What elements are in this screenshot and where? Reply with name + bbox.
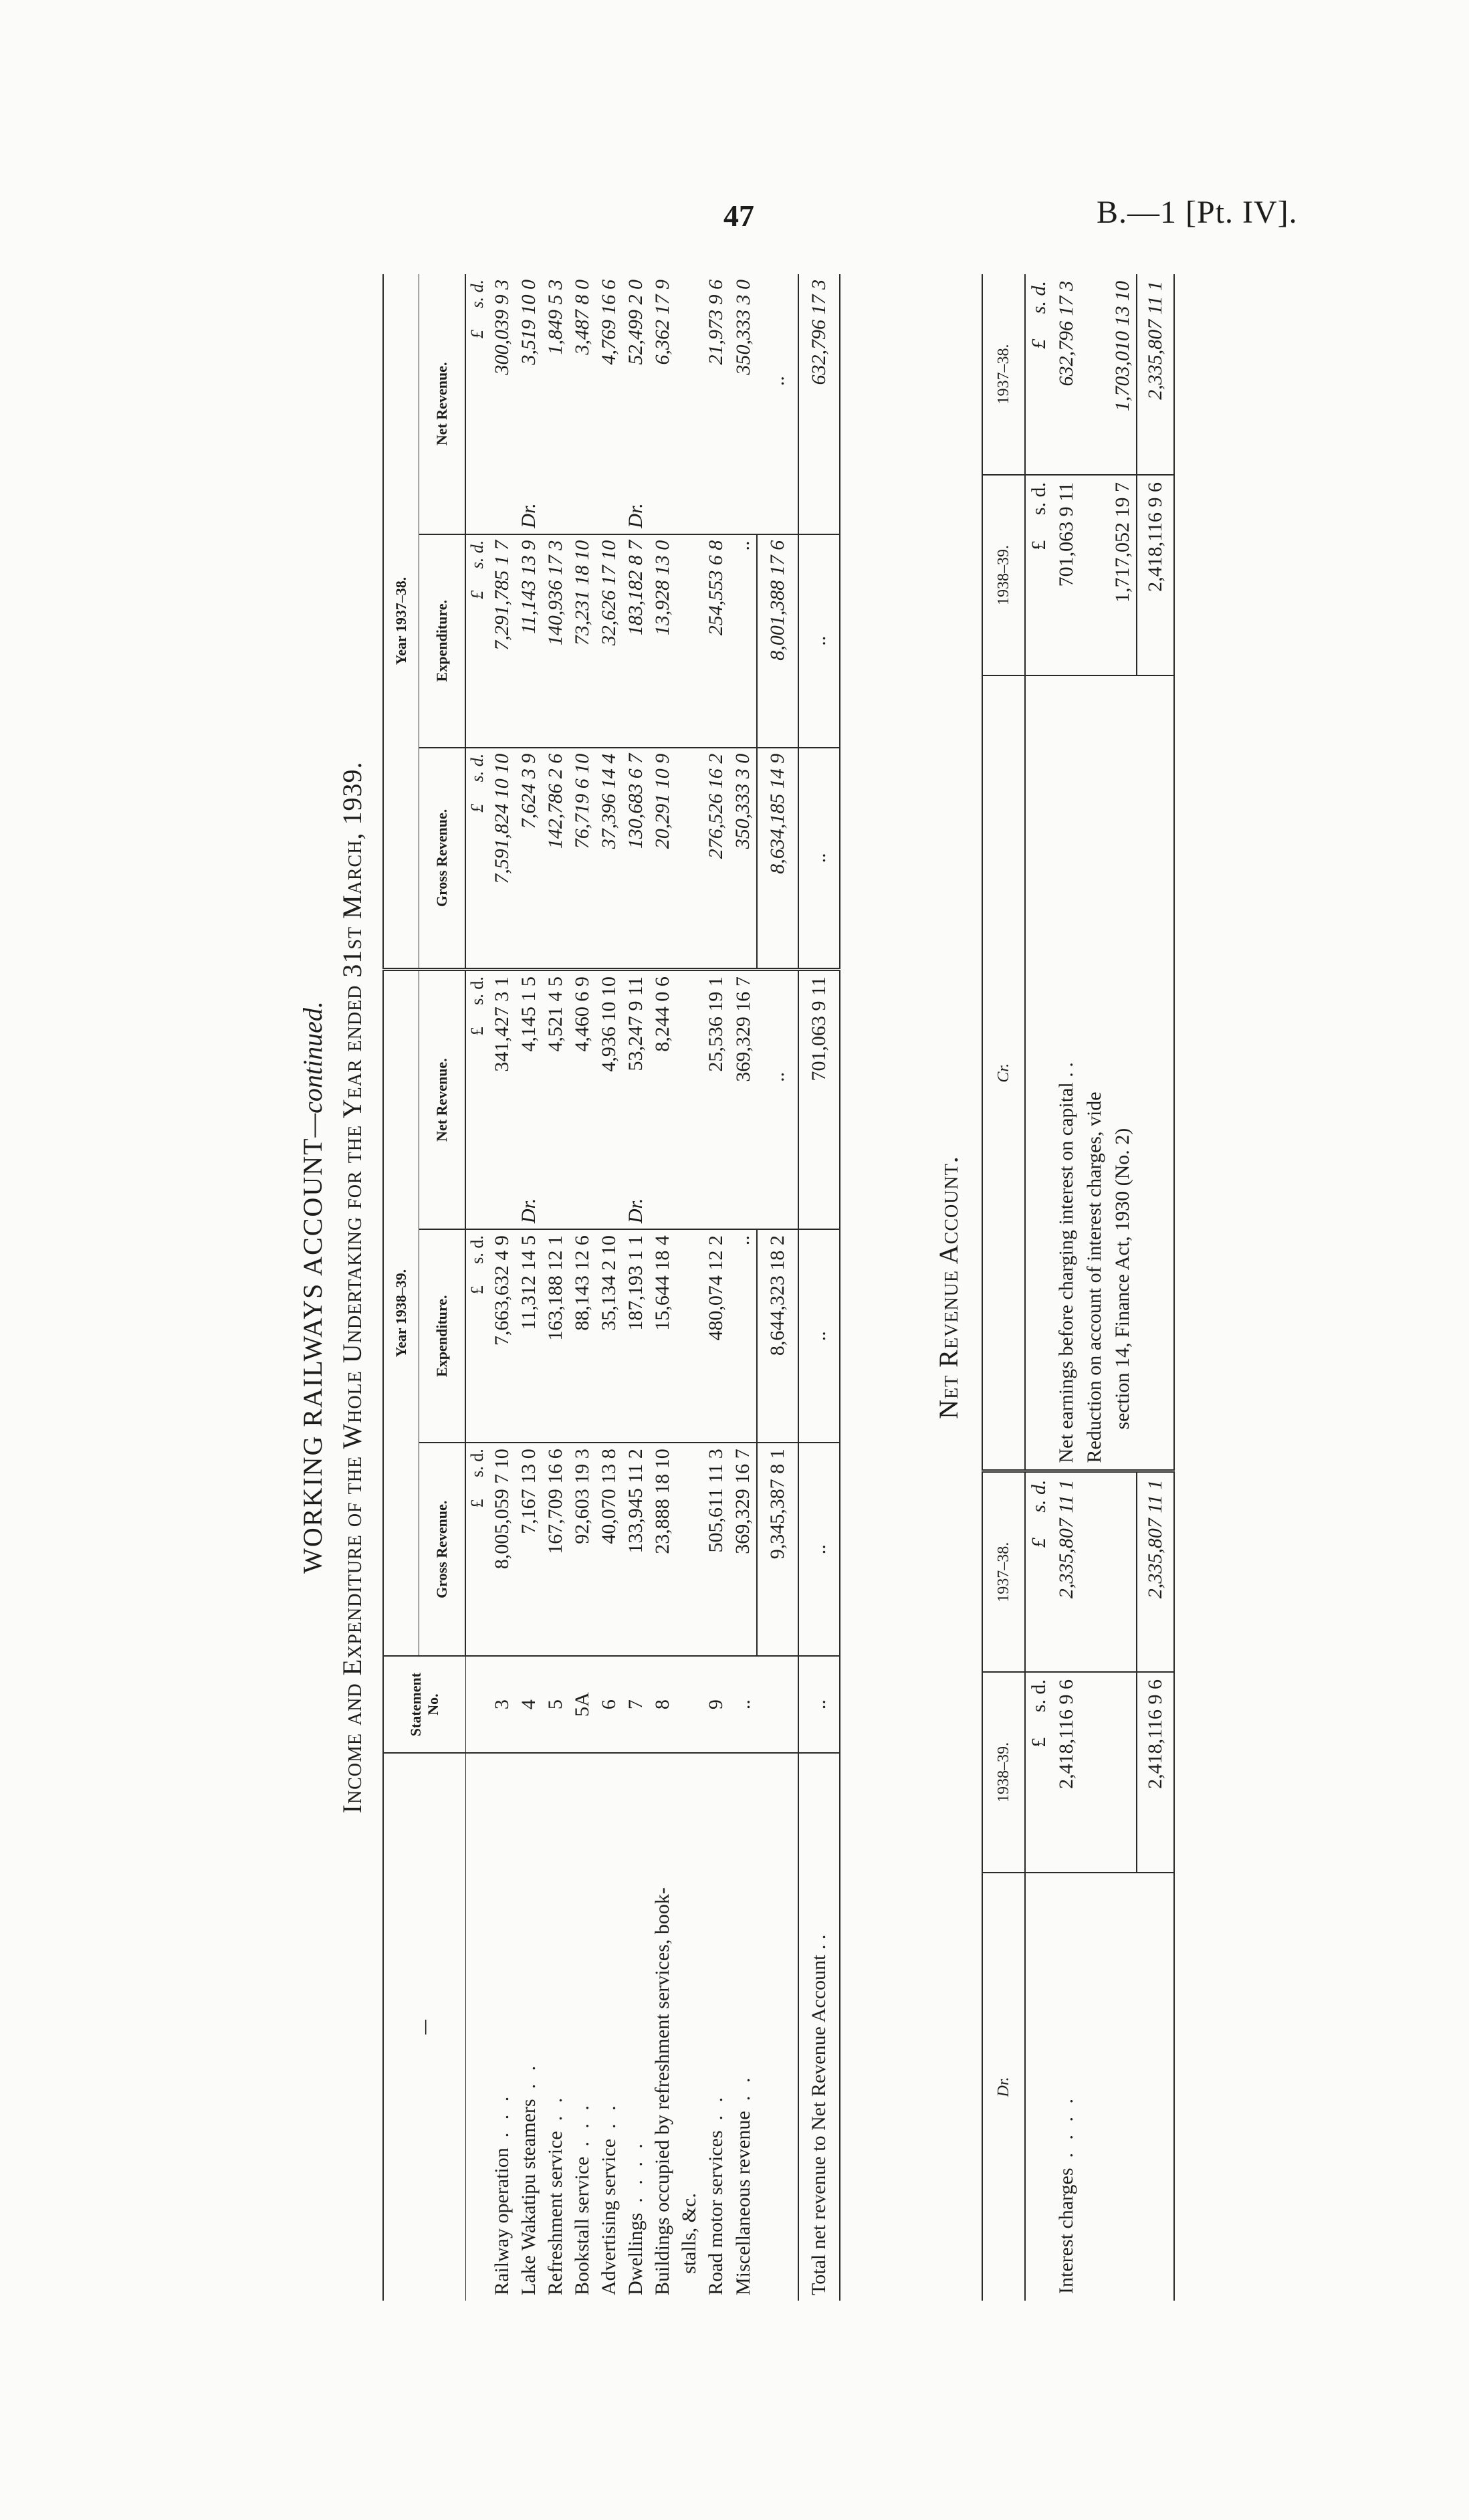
row-gross-revenue-38: 23,888 18 10	[649, 1443, 676, 1656]
row-label: Dwellings	[625, 2212, 647, 2295]
row-expenditure-38: 11,312 14 5	[516, 1229, 542, 1443]
nra-header-row	[982, 274, 1025, 2301]
row-dr-marker-38: Dr.	[516, 1183, 542, 1230]
subtotal-row	[757, 274, 798, 2301]
row-gross-revenue-38	[676, 1443, 703, 1656]
row-statement-no: ..	[729, 1656, 757, 1753]
row-dr-marker-37	[596, 488, 623, 534]
row-net-revenue-37: 52,499 2 0	[625, 280, 647, 365]
row-gross-revenue-37	[676, 748, 703, 970]
nra-header-dr-1938-39: 1938–39.	[982, 1672, 1025, 1873]
final-expenditure-37: ..	[798, 534, 840, 748]
row-net-revenue-37: 1,849 5 3	[544, 280, 566, 355]
row-expenditure-38: 15,644 18 4	[649, 1229, 676, 1443]
total-net-revenue-38: ..	[766, 1071, 788, 1082]
row-dr-marker-38: Dr.	[623, 1183, 649, 1230]
row-statement-no: 8	[649, 1656, 676, 1753]
row-label: Bookstall service	[571, 2156, 593, 2295]
row-net-revenue-38: 4,936 10 10	[598, 976, 620, 1072]
row-expenditure-37: 140,936 17 3	[542, 534, 569, 748]
nra-header-cr-1937-38: 1937–38.	[982, 274, 1025, 475]
row-net-revenue-37: 6,362 17 9	[651, 280, 673, 365]
title-block	[297, 274, 368, 2301]
row-expenditure-38: 35,134 2 10	[596, 1229, 623, 1443]
unit-sd: s. d.	[1028, 1479, 1050, 1513]
row-dots: . . .	[571, 2101, 593, 2147]
row-expenditure-37: 7,291,785 1 7	[489, 534, 516, 748]
row-dr-marker-37	[569, 488, 596, 534]
document-subtitle: Income and Expenditure of the Whole Undertaking for the Year ended 31st March, 1939.	[337, 761, 367, 1814]
row-dr-marker-37: Dr.	[623, 488, 649, 534]
income-rows	[489, 274, 757, 2301]
row-expenditure-38: 187,193 1 1	[623, 1229, 649, 1443]
part-reference: B.—1 [Pt. IV].	[1097, 195, 1298, 230]
row-statement-no: 5A	[569, 1656, 596, 1753]
row-dots: . . .	[491, 2092, 513, 2138]
row-gross-revenue-38: 369,329 16 7	[729, 1443, 757, 1656]
nra-row-1	[1052, 274, 1081, 2301]
table-row	[569, 274, 596, 2301]
unit-pound: £	[1028, 1737, 1050, 1748]
unit-pound: £	[467, 1285, 487, 1295]
row-dots: . . . .	[625, 2139, 647, 2203]
total-net-revenue-37: ..	[766, 376, 788, 387]
row-expenditure-37: ..	[729, 534, 757, 748]
header-expenditure-38: Expenditure.	[419, 1229, 466, 1443]
row-gross-revenue-37: 37,396 14 4	[596, 748, 623, 970]
row-expenditure-38: 7,663,632 4 9	[489, 1229, 516, 1443]
row-dr-marker-37	[729, 488, 757, 534]
net-revenue-account-section	[933, 274, 1214, 2301]
nra-unit-row	[1025, 274, 1052, 2301]
unit-sd: s. d.	[467, 1449, 487, 1477]
row-dr-marker-38	[569, 1183, 596, 1230]
row-net-revenue-37: 350,333 3 0	[731, 280, 754, 375]
row-net-revenue-38: 4,460 6 9	[571, 976, 593, 1052]
unit-sd: s. d.	[1028, 281, 1050, 314]
title-line1-suffix: —continued.	[298, 1001, 328, 1138]
row-statement-no: 4	[516, 1656, 542, 1753]
nra-row-2	[1081, 274, 1109, 2301]
row-gross-revenue-37: 130,683 6 7	[623, 748, 649, 970]
row-gross-revenue-38: 8,005,059 7 10	[489, 1443, 516, 1656]
row-expenditure-38: 480,074 12 2	[703, 1229, 729, 1443]
row-expenditure-37: 11,143 13 9	[516, 534, 542, 748]
total-gross-revenue-37: 8,634,185 14 9	[757, 748, 798, 970]
row-dr-marker-38	[542, 1183, 569, 1230]
row-dr-marker-37	[489, 488, 516, 534]
row-dr-marker-38	[596, 1183, 623, 1230]
row-net-revenue-38: 369,329 16 7	[731, 976, 754, 1082]
header-year-1938-39: Year 1938–39.	[383, 970, 419, 1657]
row-label: Railway operation	[491, 2147, 513, 2295]
row-label: Road motor services	[705, 2130, 727, 2295]
row-gross-revenue-38: 133,945 11 2	[623, 1443, 649, 1656]
nra-header-cr: Cr.	[982, 675, 1025, 1471]
row-expenditure-38	[676, 1229, 703, 1443]
row-net-revenue-38: 4,145 1 5	[518, 976, 540, 1052]
row-gross-revenue-37: 20,291 10 9	[649, 748, 676, 970]
nra-dr-label: Interest charges	[1055, 2168, 1077, 2294]
nra-header-dr: Dr.	[982, 1873, 1025, 2301]
row-statement-no: 9	[703, 1656, 729, 1753]
final-net-revenue-37: 632,796 17 3	[798, 274, 840, 488]
nra-cr2-1937-38: 1,703,010 13 10	[1109, 274, 1137, 475]
total-expenditure-37: 8,001,388 17 6	[757, 534, 798, 748]
net-revenue-account-title: Net Revenue Account.	[933, 1156, 964, 1419]
row-gross-revenue-37: 142,786 2 6	[542, 748, 569, 970]
nra-dr-1938-39: 2,418,116 9 6	[1052, 1672, 1081, 1873]
row-label: Advertising service	[598, 2138, 620, 2295]
nra-total-dr-1937-38: 2,335,807 11 1	[1137, 1471, 1174, 1672]
row-gross-revenue-37: 7,591,824 10 10	[489, 748, 516, 970]
nra-dr-1937-38: 2,335,807 11 1	[1052, 1471, 1081, 1672]
row-gross-revenue-38: 7,167 13 0	[516, 1443, 542, 1656]
table-row	[703, 274, 729, 2301]
table-row	[596, 274, 623, 2301]
nra-total-cr-1938-39: 2,418,116 9 6	[1137, 475, 1174, 675]
table-row	[729, 274, 757, 2301]
unit-pound: £	[467, 1027, 487, 1036]
nra-cr1-1938-39: 701,063 9 11	[1052, 475, 1081, 675]
header-year-1937-38: Year 1937–38.	[383, 274, 419, 970]
row-net-revenue-38: 341,427 3 1	[491, 976, 513, 1072]
row-net-revenue-37: 4,769 16 6	[598, 280, 620, 365]
row-statement-no	[676, 1656, 703, 1753]
header-net-revenue-38: Net Revenue.	[419, 970, 466, 1230]
unit-sd: s. d.	[467, 753, 487, 782]
nra-cr2-1938-39: 1,717,052 19 7	[1109, 475, 1137, 675]
header-net-revenue-37: Net Revenue.	[419, 274, 466, 534]
header-gross-revenue-37: Gross Revenue.	[419, 748, 466, 970]
unit-pound: £	[1028, 338, 1050, 349]
row-dr-marker-38	[729, 1183, 757, 1230]
row-statement-no: 7	[623, 1656, 649, 1753]
row-dr-marker-37	[542, 488, 569, 534]
table-row	[649, 274, 676, 2301]
nra-header-cr-1938-39: 1938–39.	[982, 475, 1025, 675]
final-net-revenue-38: 701,063 9 11	[798, 970, 840, 1183]
row-statement-no: 3	[489, 1656, 516, 1753]
row-dr-marker-38	[676, 1183, 703, 1230]
row-net-revenue-38: 25,536 19 1	[705, 976, 727, 1072]
nra-cr-line3: section 14, Finance Act, 1930 (No. 2)	[1109, 675, 1137, 1471]
unit-pound: £	[1028, 540, 1050, 550]
row-expenditure-38: ..	[729, 1229, 757, 1443]
document-title	[297, 274, 328, 2301]
row-net-revenue-38	[676, 970, 703, 1183]
nra-cr-line1: Net earnings before charging interest on capital . .	[1052, 675, 1081, 1471]
row-gross-revenue-38: 40,070 13 8	[596, 1443, 623, 1656]
final-gross-revenue-38: ..	[798, 1443, 840, 1656]
row-dr-marker-37	[703, 488, 729, 534]
total-gross-revenue-38: 9,345,387 8 1	[757, 1443, 798, 1656]
nra-total-row	[1137, 274, 1174, 2301]
nra-row-3	[1109, 274, 1137, 2301]
row-dr-marker-37	[649, 488, 676, 534]
nra-cr-line2: Reduction on account of interest charges, vide	[1081, 675, 1109, 1471]
row-gross-revenue-38: 167,709 16 6	[542, 1443, 569, 1656]
title-line1: WORKING RAILWAYS ACCOUNT	[298, 1137, 328, 1574]
header-statement-no: Statement No.	[383, 1656, 465, 1753]
row-net-revenue-37: 3,487 8 0	[571, 280, 593, 355]
row-net-revenue-38: 4,521 4 5	[544, 976, 566, 1052]
row-label: Miscellaneous revenue	[731, 2111, 754, 2295]
row-label: Lake Wakatipu steamers	[518, 2099, 540, 2295]
header-gross-revenue-38: Gross Revenue.	[419, 1443, 466, 1656]
unit-sd: s. d.	[467, 976, 487, 1005]
final-gross-revenue-37: ..	[798, 748, 840, 970]
row-net-revenue-37	[676, 274, 703, 488]
final-total-row	[798, 274, 840, 2301]
row-dr-marker-38	[649, 1183, 676, 1230]
row-dots: . .	[731, 2073, 754, 2101]
unit-sd: s. d.	[467, 1235, 487, 1264]
year-header-row	[383, 274, 419, 2301]
row-expenditure-37: 32,626 17 10	[596, 534, 623, 748]
row-expenditure-38: 163,188 12 1	[542, 1229, 569, 1443]
row-expenditure-37: 13,928 13 0	[649, 534, 676, 748]
row-gross-revenue-38: 505,611 11 3	[703, 1443, 729, 1656]
unit-sd: s. d.	[1028, 482, 1050, 516]
unit-pound: £	[467, 1499, 487, 1508]
final-total-label: Total net revenue to Net Revenue Account . .	[798, 1753, 840, 2301]
row-expenditure-38: 88,143 12 6	[569, 1229, 596, 1443]
row-dots: . .	[544, 2093, 566, 2121]
unit-pound: £	[467, 803, 487, 813]
row-dr-marker-37: Dr.	[516, 488, 542, 534]
row-net-revenue-38: 8,244 0 6	[651, 976, 673, 1052]
row-dr-marker-38	[489, 1183, 516, 1230]
row-label: Buildings occupied by refreshment services, book-	[651, 1887, 673, 2295]
row-statement-no: 6	[596, 1656, 623, 1753]
row-expenditure-37: 254,553 6 8	[703, 534, 729, 748]
row-expenditure-37: 73,231 18 10	[569, 534, 596, 748]
income-expenditure-table	[382, 274, 840, 2301]
row-dots: . .	[705, 2093, 727, 2121]
table-row	[676, 274, 703, 2301]
unit-pound: £	[1028, 1538, 1050, 1548]
table-row	[542, 274, 569, 2301]
unit-pound: £	[467, 590, 487, 599]
net-revenue-account-table	[982, 274, 1175, 2301]
row-label: stalls, &c.	[678, 2193, 700, 2274]
nra-header-dr-1937-38: 1937–38.	[982, 1471, 1025, 1672]
row-label: Refreshment service	[544, 2131, 566, 2295]
unit-pound: £	[467, 330, 487, 339]
row-gross-revenue-37: 7,624 3 9	[516, 748, 542, 970]
unit-sd: s. d.	[467, 280, 487, 308]
row-dr-marker-38	[703, 1183, 729, 1230]
page-number: 47	[723, 199, 754, 233]
total-expenditure-38: 8,644,323 18 2	[757, 1229, 798, 1443]
header-blank: —	[383, 1753, 465, 2301]
nra-total-cr-1937-38: 2,335,807 11 1	[1137, 274, 1174, 475]
nra-total-dr-1938-39: 2,418,116 9 6	[1137, 1672, 1174, 1873]
row-gross-revenue-37: 76,719 6 10	[569, 748, 596, 970]
row-net-revenue-37: 3,519 10 0	[518, 280, 540, 365]
row-gross-revenue-37: 276,526 16 2	[703, 748, 729, 970]
final-expenditure-38: ..	[798, 1229, 840, 1443]
unit-sd: s. d.	[467, 540, 487, 569]
row-expenditure-37	[676, 534, 703, 748]
nra-cr1-1937-38: 632,796 17 3	[1052, 274, 1081, 475]
row-dots: . .	[518, 2061, 540, 2089]
nra-dr-dots: . . . .	[1055, 2094, 1077, 2158]
row-dots: . .	[598, 2101, 620, 2129]
table-row	[623, 274, 649, 2301]
row-dr-marker-37	[676, 488, 703, 534]
row-gross-revenue-38: 92,603 19 3	[569, 1443, 596, 1656]
final-statement: ..	[798, 1656, 840, 1753]
table-row	[516, 274, 542, 2301]
row-statement-no: 5	[542, 1656, 569, 1753]
row-net-revenue-37: 300,039 9 3	[491, 280, 513, 375]
header-expenditure-37: Expenditure.	[419, 534, 466, 748]
row-net-revenue-38: 53,247 9 11	[625, 976, 647, 1071]
unit-sd: s. d.	[1028, 1679, 1050, 1713]
table-row	[489, 274, 516, 2301]
unit-row	[465, 274, 489, 2301]
row-expenditure-37: 183,182 8 7	[623, 534, 649, 748]
row-net-revenue-37: 21,973 9 6	[705, 280, 727, 365]
row-gross-revenue-37: 350,333 3 0	[729, 748, 757, 970]
